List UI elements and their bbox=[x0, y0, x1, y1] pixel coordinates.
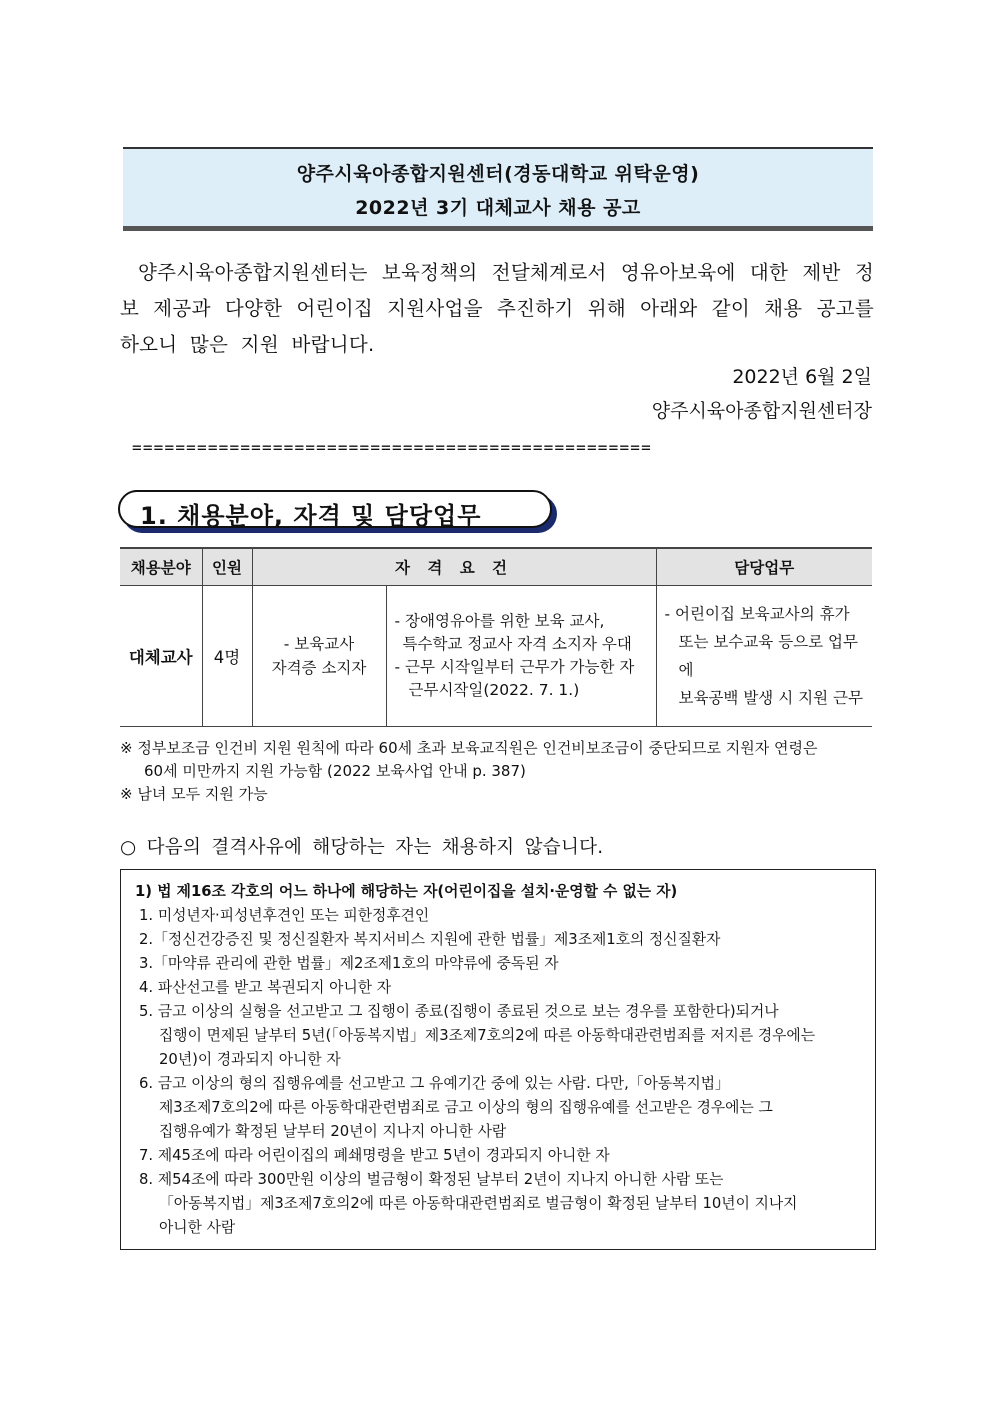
list-item: 8. 제54조에 따라 300만원 이상의 벌금형이 확정된 날부터 2년이 지나지 아니한 사람 또는 bbox=[139, 1171, 724, 1188]
note-gender: ※ 남녀 모두 지원 가능 bbox=[120, 785, 268, 803]
issuer: 양주시육아종합지원센터장 bbox=[651, 400, 872, 422]
list-item: 5. 금고 이상의 실형을 선고받고 그 집행이 종료(집행이 종료된 것으로 보는 경우를 포함한다)되거나 bbox=[139, 1003, 779, 1020]
disqualification-intro: ○ 다음의 결격사유에 해당하는 자는 채용하지 않습니다. bbox=[120, 837, 604, 858]
notes bbox=[120, 737, 876, 806]
intro-paragraph: 양주시육아종합지원센터는 보육정책의 전달체계로서 영유아보육에 대한 제반 정보 제공과 다양한 어린이집 지원사업을 추진하기 위해 아래와 같이 채용 공고를 하오니 많은 지원 바랍니다. bbox=[120, 261, 874, 356]
list-item-cont: 집행이 면제된 날부터 5년(「아동복지법」제3조제7호의2에 따른 아동학대관련범죄를 저지른 경우에는 bbox=[159, 1027, 816, 1044]
table-header-row bbox=[120, 548, 872, 586]
list-item: 3.「마약류 관리에 관한 법률」제2조제1호의 마약류에 중독된 자 bbox=[139, 955, 559, 972]
note-age-cont: 60세 미만까지 지원 가능함 (2022 보육사업 안내 p. 387) bbox=[144, 762, 526, 780]
header-count: 인원 bbox=[202, 548, 252, 586]
header-duties: 담당업무 bbox=[656, 548, 872, 586]
disqualification-box bbox=[120, 869, 876, 1250]
table-row bbox=[120, 586, 872, 727]
note-age: ※ 정부보조금 인건비 지원 원칙에 따라 60세 초과 보육교직원은 인건비보조금이 중단되므로 지원자 연령은 bbox=[120, 739, 818, 757]
title-line-1: 양주시육아종합지원센터(경동대학교 위탁운영) bbox=[296, 163, 700, 185]
cell-count: 4명 bbox=[202, 586, 252, 727]
section-1-title: 1. 채용분야, 자격 및 담당업무 bbox=[140, 502, 482, 530]
title-box bbox=[123, 147, 873, 229]
req-line: 근무시작일(2022. 7. 1.) bbox=[408, 681, 580, 699]
req-line: - 장애영유아를 위한 보육 교사, bbox=[394, 612, 605, 630]
list-item-cont: 집행유예가 확정된 날부터 20년이 지나지 아니한 사람 bbox=[159, 1123, 507, 1140]
header-field: 채용분야 bbox=[120, 548, 202, 586]
req-line: - 근무 시작일부터 근무가 가능한 자 bbox=[394, 658, 635, 676]
cell-field: 대체교사 bbox=[120, 586, 202, 727]
duty-line: - 어린이집 보육교사의 휴가 bbox=[664, 605, 850, 623]
divider-line: ================================================ bbox=[132, 438, 652, 457]
list-item: 2.「정신건강증진 및 정신질환자 복지서비스 지원에 관한 법률」제3조제1호의 정신질환자 bbox=[139, 931, 721, 948]
list-item: 6. 금고 이상의 형의 집행유예를 선고받고 그 유예기간 중에 있는 사람. 다만,「아동복지법」 bbox=[139, 1075, 730, 1092]
jobs-table bbox=[120, 547, 872, 727]
list-item-cont: 20년)이 경과되지 아니한 자 bbox=[159, 1051, 341, 1068]
list-item-cont: 제3조제7호의2에 따른 아동학대관련범죄로 금고 이상의 형의 집행유예를 선고받은 경우에는 그 bbox=[159, 1099, 773, 1116]
list-item-cont: 아니한 사람 bbox=[159, 1219, 236, 1236]
header-requirements: 자 격 요 건 bbox=[252, 548, 656, 586]
list-item: 4. 파산선고를 받고 복권되지 아니한 자 bbox=[139, 979, 392, 996]
list-item: 7. 제45조에 따라 어린이집의 폐쇄명령을 받고 5년이 경과되지 아니한 자 bbox=[139, 1147, 610, 1164]
cell-requirements bbox=[386, 586, 656, 727]
announcement-date: 2022년 6월 2일 bbox=[732, 366, 872, 388]
disqualification-head: 1) 법 제16조 각호의 어느 하나에 해당하는 자(어린이집을 설치·운영할 수 없는 자) bbox=[135, 883, 678, 900]
list-item-cont: 「아동복지법」제3조제7호의2에 따른 아동학대관련범죄로 벌금형이 확정된 날부터 10년이 지나지 bbox=[159, 1195, 798, 1212]
duty-line: 보육공백 발생 시 지원 근무 bbox=[678, 689, 863, 707]
section-1-banner bbox=[118, 490, 552, 528]
title-line-2: 2022년 3기 대체교사 채용 공고 bbox=[355, 197, 641, 219]
qual-line: 자격증 소지자 bbox=[271, 659, 367, 677]
cell-duties bbox=[656, 586, 872, 727]
cell-qualification bbox=[252, 586, 386, 727]
req-line: 특수학교 정교사 자격 소지자 우대 bbox=[402, 635, 632, 653]
duty-line: 또는 보수교육 등으로 업무에 bbox=[678, 633, 858, 679]
qual-line: - 보육교사 bbox=[283, 635, 355, 653]
list-item: 1. 미성년자·피성년후견인 또는 피한정후견인 bbox=[139, 907, 430, 924]
